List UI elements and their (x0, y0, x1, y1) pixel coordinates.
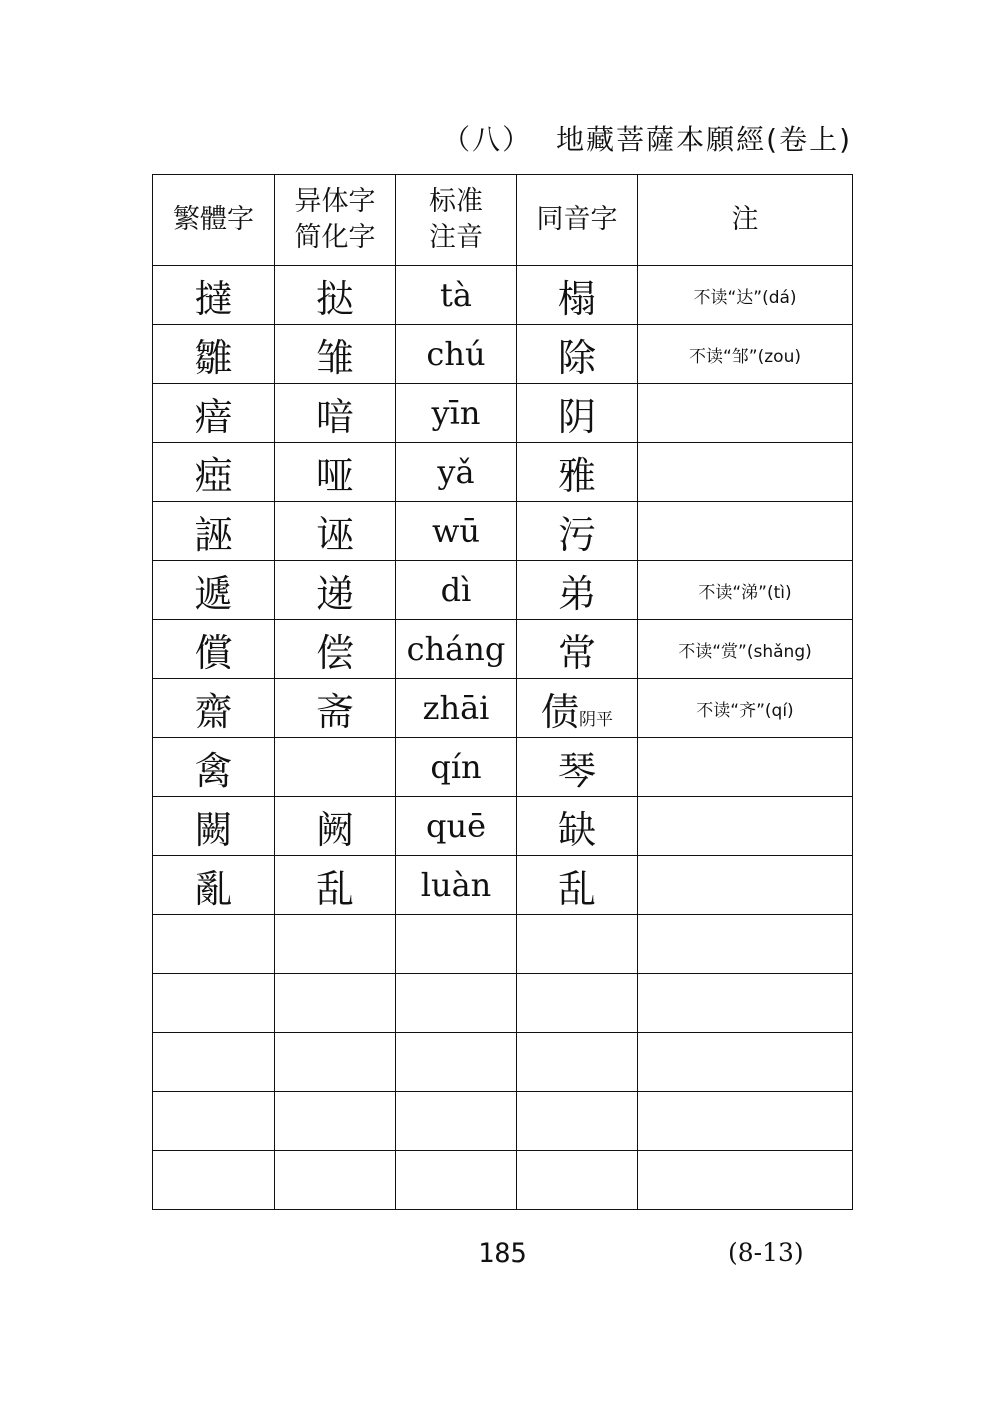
simplified-cell (275, 974, 396, 1033)
page-header (0, 118, 852, 158)
simplified-cell (275, 1092, 396, 1151)
note-cell (638, 915, 853, 974)
pinyin-cell: yīn (396, 384, 517, 443)
homophone-cell (517, 974, 638, 1033)
note-cell (638, 1092, 853, 1151)
pinyin-cell (396, 915, 517, 974)
table-row (153, 797, 853, 856)
simplified-cell (275, 738, 396, 797)
traditional-cell (153, 915, 275, 974)
simplified-cell (275, 1033, 396, 1092)
traditional-cell: 雛 (153, 325, 275, 384)
pinyin-cell (396, 1092, 517, 1151)
homophone-cell: 琴 (517, 738, 638, 797)
note-cell (638, 974, 853, 1033)
homophone-cell: 除 (517, 325, 638, 384)
table-header-row (153, 175, 853, 266)
homophone-cell (517, 1151, 638, 1210)
homophone-cell: 常 (517, 620, 638, 679)
simplified-cell: 诬 (275, 502, 396, 561)
note-cell (638, 384, 853, 443)
note-cell (638, 856, 853, 915)
header-variant-simplified: 异体字 简化字 (275, 175, 396, 266)
simplified-cell: 偿 (275, 620, 396, 679)
homophone-cell (517, 915, 638, 974)
traditional-cell: 齋 (153, 679, 275, 738)
table-row (153, 738, 853, 797)
table-row (153, 1092, 853, 1151)
traditional-cell: 亂 (153, 856, 275, 915)
table-row (153, 1151, 853, 1210)
pinyin-cell (396, 1033, 517, 1092)
pinyin-cell (396, 974, 517, 1033)
traditional-cell: 闕 (153, 797, 275, 856)
homophone-cell: 乱 (517, 856, 638, 915)
traditional-cell (153, 1033, 275, 1092)
homophone-cell: 雅 (517, 443, 638, 502)
header-homophone: 同音字 (517, 175, 638, 266)
header-traditional: 繁體字 (153, 175, 275, 266)
section-code: (8-13) (728, 1238, 804, 1267)
table-row (153, 502, 853, 561)
table-row (153, 1033, 853, 1092)
table-row (153, 561, 853, 620)
simplified-cell (275, 915, 396, 974)
note-cell: 不读“邹”(zou) (638, 325, 853, 384)
note-cell (638, 1033, 853, 1092)
pinyin-cell: tà (396, 266, 517, 325)
note-cell (638, 797, 853, 856)
homophone-cell (517, 1092, 638, 1151)
table-row (153, 620, 853, 679)
pinyin-cell: qín (396, 738, 517, 797)
pinyin-cell: zhāi (396, 679, 517, 738)
pinyin-cell: wū (396, 502, 517, 561)
traditional-cell: 遞 (153, 561, 275, 620)
table-row (153, 325, 853, 384)
pinyin-cell: luàn (396, 856, 517, 915)
table-row (153, 443, 853, 502)
note-cell: 不读“赏”(shǎng) (638, 620, 853, 679)
homophone-cell: 榻 (517, 266, 638, 325)
homophone-tone-note: 阴平 (579, 709, 613, 730)
pinyin-cell: cháng (396, 620, 517, 679)
homophone-cell: 弟 (517, 561, 638, 620)
note-cell (638, 1151, 853, 1210)
table-body (153, 266, 853, 1210)
character-glossary-table (152, 174, 853, 1210)
note-cell (638, 502, 853, 561)
simplified-cell: 哑 (275, 443, 396, 502)
traditional-cell (153, 1151, 275, 1210)
simplified-cell: 喑 (275, 384, 396, 443)
page-number: 185 (478, 1238, 527, 1269)
scripture-title: 地藏菩薩本願經(卷上) (556, 123, 852, 156)
simplified-cell: 乱 (275, 856, 396, 915)
note-cell (638, 738, 853, 797)
table-row (153, 266, 853, 325)
simplified-cell (275, 1151, 396, 1210)
table-row (153, 384, 853, 443)
homophone-cell: 污 (517, 502, 638, 561)
section-number: （八） (442, 123, 533, 156)
table-row (153, 974, 853, 1033)
pinyin-cell (396, 1151, 517, 1210)
traditional-cell (153, 1092, 275, 1151)
homophone-cell: 债阴平 (517, 679, 638, 738)
table-row (153, 915, 853, 974)
note-cell: 不读“齐”(qí) (638, 679, 853, 738)
header-note: 注 (638, 175, 853, 266)
pinyin-cell: dì (396, 561, 517, 620)
traditional-cell: 瘂 (153, 443, 275, 502)
homophone-cell: 缺 (517, 797, 638, 856)
note-cell: 不读“涕”(tì) (638, 561, 853, 620)
traditional-cell (153, 974, 275, 1033)
traditional-cell: 誣 (153, 502, 275, 561)
traditional-cell: 瘖 (153, 384, 275, 443)
homophone-cell (517, 1033, 638, 1092)
pinyin-cell: quē (396, 797, 517, 856)
simplified-cell: 递 (275, 561, 396, 620)
simplified-cell: 挞 (275, 266, 396, 325)
simplified-cell: 斋 (275, 679, 396, 738)
traditional-cell: 撻 (153, 266, 275, 325)
table-row (153, 856, 853, 915)
traditional-cell: 禽 (153, 738, 275, 797)
pinyin-cell: chú (396, 325, 517, 384)
pinyin-cell: yǎ (396, 443, 517, 502)
header-standard-pinyin: 标准 注音 (396, 175, 517, 266)
traditional-cell: 償 (153, 620, 275, 679)
note-cell (638, 443, 853, 502)
note-cell: 不读“达”(dá) (638, 266, 853, 325)
homophone-cell: 阴 (517, 384, 638, 443)
simplified-cell: 雏 (275, 325, 396, 384)
simplified-cell: 阙 (275, 797, 396, 856)
table-row (153, 679, 853, 738)
